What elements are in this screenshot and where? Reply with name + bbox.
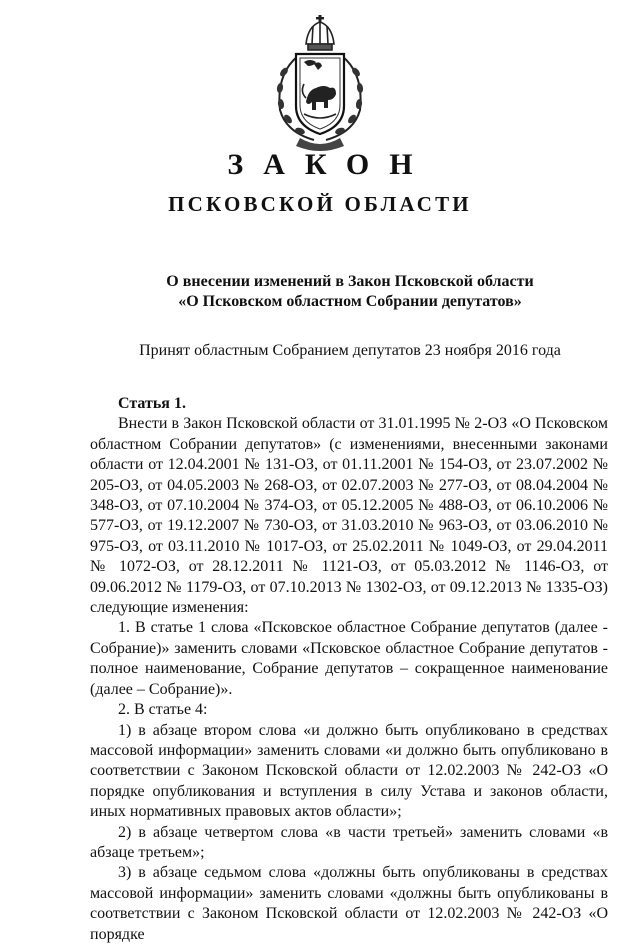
- paragraph-item-2: 2. В статье 4:: [118, 701, 208, 719]
- document-subject: [0, 272, 640, 312]
- adoption-note: Принят областным Собранием депутатов 23 ноября 2016 года: [139, 342, 561, 359]
- paragraph-subitem-1: 1) в абзаце втором слова «и должно быть опубликовано в средствах массовой информации» заменить словами «и должно быть опубликовано в соответствии с Законом Псковской области от 12.02.2003 № 242-ОЗ «О порядке опубликования и вступления в силу Устава и законов области, иных нормативных правовых актов области»;: [90, 721, 608, 821]
- document-region: ПСКОВСКОЙ ОБЛАСТИ: [168, 192, 472, 216]
- subject-line-2: «О Псковском областном Собрании депутатов»: [178, 293, 522, 310]
- paragraph-item-1: 1. В статье 1 слова «Псковское областное Собрание депутатов (далее - Собрание)» заменить словами «Псковское областное Собрание депутатов - полное наименование, Собрание депутатов – сокращенное наименование (далее – Собрание)».: [90, 619, 608, 698]
- paragraph-subitem-3: 3) в абзаце седьмом слова «должны быть опубликованы в средствах массовой информации» заменить словами «должны быть опубликованы в соответствии с Законом Псковской области от 12.02.2003 № 242-ОЗ «О порядке: [90, 864, 608, 943]
- coat-of-arms-icon: [270, 14, 370, 154]
- paragraph-subitem-2: 2) в абзаце четвертом слова «в части третьей» заменить словами «в абзаце третьем»;: [90, 823, 608, 861]
- document-body: [90, 394, 608, 945]
- article-title: Статья 1.: [118, 395, 186, 412]
- paragraph-intro: Внести в Закон Псковской области от 31.01.1995 № 2-ОЗ «О Псковском областном Собрании депутатов» (с изменениями, внесенными законами области от 12.04.2001 № 131-ОЗ, от 01.11.2001 № 154-ОЗ, от 23.07.2002 № 205-ОЗ, от 04.05.2003 № 268-ОЗ, от 02.07.2003 № 277-ОЗ, от 08.04.2004 № 348-ОЗ, от 07.10.2004 № 374-ОЗ, от 05.12.2005 № 488-ОЗ, от 06.10.2006 № 577-ОЗ, от 19.12.2007 № 730-ОЗ, от 31.03.2010 № 963-ОЗ, от 03.06.2010 № 975-ОЗ, от 03.11.2010 № 1017-ОЗ, от 25.02.2011 № 1049-ОЗ, от 29.04.2011 № 1072-ОЗ, от 28.12.2011 № 1121-ОЗ, от 05.03.2012 № 1146-ОЗ, от 09.06.2012 № 1179-ОЗ, от 07.10.2013 № 1302-ОЗ, от 09.12.2013 № 1335-ОЗ) следующие изменения:: [90, 415, 608, 617]
- subject-line-1: О внесении изменений в Закон Псковской области: [166, 273, 534, 290]
- document-heading: ЗАКОН: [227, 148, 433, 181]
